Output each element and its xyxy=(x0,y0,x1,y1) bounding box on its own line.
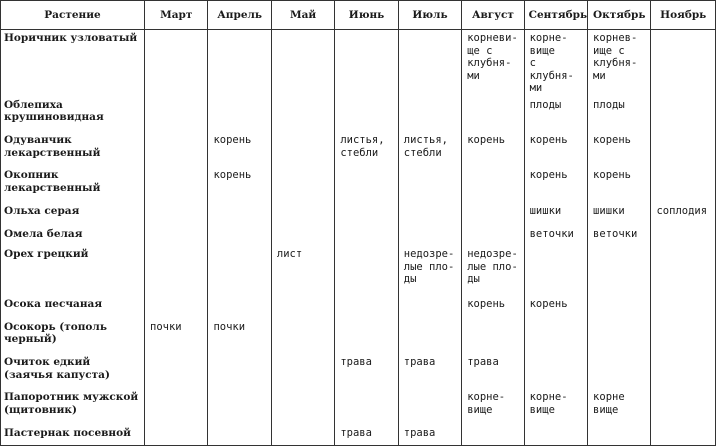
cell-october xyxy=(588,354,651,389)
cell-september: плоды xyxy=(524,97,587,132)
cell-july: недозре- лые пло- ды xyxy=(398,246,461,296)
cell-june xyxy=(335,30,398,97)
cell-may xyxy=(271,97,334,132)
cell-november xyxy=(651,319,716,354)
cell-july: трава xyxy=(398,425,461,446)
cell-april: почки xyxy=(208,319,271,354)
column-header-november: Ноябрь xyxy=(651,1,716,30)
cell-august xyxy=(462,425,524,446)
cell-april xyxy=(208,203,271,226)
cell-august: корень xyxy=(462,132,524,167)
cell-march xyxy=(145,425,208,446)
cell-july: трава xyxy=(398,354,461,389)
cell-april xyxy=(208,97,271,132)
table-row xyxy=(1,30,716,97)
cell-march xyxy=(145,132,208,167)
table-row xyxy=(1,296,716,319)
cell-may xyxy=(271,226,334,247)
cell-may xyxy=(271,30,334,97)
plant-name-cell: Осокорь (тополь черный) xyxy=(1,319,145,354)
cell-october: шишки xyxy=(588,203,651,226)
header-row xyxy=(1,1,716,30)
cell-june xyxy=(335,319,398,354)
cell-november xyxy=(651,30,716,97)
cell-september: веточки xyxy=(524,226,587,247)
plant-name-cell: Окопник лекарственный xyxy=(1,167,145,202)
plant-name-cell: Осока песчаная xyxy=(1,296,145,319)
cell-june: листья, стебли xyxy=(335,132,398,167)
cell-november xyxy=(651,167,716,202)
cell-september xyxy=(524,425,587,446)
cell-november: соплодия xyxy=(651,203,716,226)
cell-june xyxy=(335,389,398,424)
cell-march: почки xyxy=(145,319,208,354)
cell-october: плоды xyxy=(588,97,651,132)
cell-july xyxy=(398,319,461,354)
cell-july xyxy=(398,203,461,226)
cell-april xyxy=(208,296,271,319)
plant-name-cell: Очиток едкий (заячья капуста) xyxy=(1,354,145,389)
plant-name-cell: Папоротник мужской (щитовник) xyxy=(1,389,145,424)
table-row xyxy=(1,132,716,167)
cell-march xyxy=(145,354,208,389)
cell-may xyxy=(271,132,334,167)
cell-april xyxy=(208,30,271,97)
plant-name-cell: Орех грецкий xyxy=(1,246,145,296)
cell-october xyxy=(588,296,651,319)
cell-august: корне- вище xyxy=(462,389,524,424)
cell-august xyxy=(462,167,524,202)
cell-october: корнев- ище с клубня- ми xyxy=(588,30,651,97)
plant-name-cell: Норичник узловатый xyxy=(1,30,145,97)
table-row xyxy=(1,97,716,132)
cell-may xyxy=(271,425,334,446)
cell-july xyxy=(398,389,461,424)
cell-november xyxy=(651,97,716,132)
cell-june xyxy=(335,203,398,226)
cell-may xyxy=(271,167,334,202)
plant-name-cell: Омела белая xyxy=(1,226,145,247)
cell-july xyxy=(398,97,461,132)
cell-march xyxy=(145,203,208,226)
cell-october xyxy=(588,425,651,446)
cell-july: листья, стебли xyxy=(398,132,461,167)
plant-name-cell: Одуванчик лекарственный xyxy=(1,132,145,167)
cell-july xyxy=(398,296,461,319)
plant-name-cell: Ольха серая xyxy=(1,203,145,226)
cell-august: недозре- лые пло- ды xyxy=(462,246,524,296)
cell-august xyxy=(462,97,524,132)
cell-april xyxy=(208,226,271,247)
plant-name-cell: Облепиха крушиновидная xyxy=(1,97,145,132)
cell-september: шишки xyxy=(524,203,587,226)
cell-may xyxy=(271,389,334,424)
cell-august xyxy=(462,319,524,354)
column-header-april: Апрель xyxy=(208,1,271,30)
cell-june xyxy=(335,296,398,319)
cell-may xyxy=(271,203,334,226)
cell-november xyxy=(651,354,716,389)
cell-march xyxy=(145,246,208,296)
column-header-september: Сентябрь xyxy=(524,1,587,30)
table-row xyxy=(1,319,716,354)
cell-november xyxy=(651,389,716,424)
cell-june: трава xyxy=(335,354,398,389)
cell-october: корне вище xyxy=(588,389,651,424)
cell-august: трава xyxy=(462,354,524,389)
cell-november xyxy=(651,246,716,296)
cell-october xyxy=(588,319,651,354)
table-body xyxy=(1,30,716,446)
cell-september: корень xyxy=(524,296,587,319)
cell-may: лист xyxy=(271,246,334,296)
table-row xyxy=(1,425,716,446)
cell-march xyxy=(145,389,208,424)
table-row xyxy=(1,389,716,424)
cell-november xyxy=(651,296,716,319)
cell-july xyxy=(398,226,461,247)
table-row xyxy=(1,246,716,296)
column-header-july: Июль xyxy=(398,1,461,30)
cell-august: корень xyxy=(462,296,524,319)
cell-november xyxy=(651,425,716,446)
cell-september: корень xyxy=(524,132,587,167)
cell-may xyxy=(271,354,334,389)
plant-name-cell: Пастернак посевной xyxy=(1,425,145,446)
cell-april xyxy=(208,246,271,296)
column-header-may: Май xyxy=(271,1,334,30)
table-row xyxy=(1,226,716,247)
cell-march xyxy=(145,226,208,247)
cell-june xyxy=(335,226,398,247)
cell-july xyxy=(398,30,461,97)
table-row xyxy=(1,354,716,389)
column-header-june: Июнь xyxy=(335,1,398,30)
cell-november xyxy=(651,132,716,167)
column-header-plant: Растение xyxy=(1,1,145,30)
cell-august xyxy=(462,203,524,226)
cell-august xyxy=(462,226,524,247)
table-row xyxy=(1,203,716,226)
cell-march xyxy=(145,97,208,132)
cell-october: корень xyxy=(588,132,651,167)
cell-july xyxy=(398,167,461,202)
table-row xyxy=(1,167,716,202)
cell-september xyxy=(524,354,587,389)
column-header-august: Август xyxy=(462,1,524,30)
cell-september: корне- вище с клубня- ми xyxy=(524,30,587,97)
cell-june xyxy=(335,97,398,132)
cell-march xyxy=(145,30,208,97)
cell-september xyxy=(524,246,587,296)
cell-june xyxy=(335,246,398,296)
cell-may xyxy=(271,296,334,319)
cell-may xyxy=(271,319,334,354)
cell-september: корень xyxy=(524,167,587,202)
cell-november xyxy=(651,226,716,247)
cell-april xyxy=(208,389,271,424)
cell-september: корне- вище xyxy=(524,389,587,424)
cell-april: корень xyxy=(208,132,271,167)
cell-june: трава xyxy=(335,425,398,446)
cell-october: веточки xyxy=(588,226,651,247)
cell-september xyxy=(524,319,587,354)
cell-august: корневи- ще с клубня- ми xyxy=(462,30,524,97)
cell-april: корень xyxy=(208,167,271,202)
cell-april xyxy=(208,354,271,389)
column-header-october: Октябрь xyxy=(588,1,651,30)
cell-october: корень xyxy=(588,167,651,202)
cell-march xyxy=(145,296,208,319)
column-header-march: Март xyxy=(145,1,208,30)
cell-june xyxy=(335,167,398,202)
cell-april xyxy=(208,425,271,446)
cell-march xyxy=(145,167,208,202)
cell-october xyxy=(588,246,651,296)
